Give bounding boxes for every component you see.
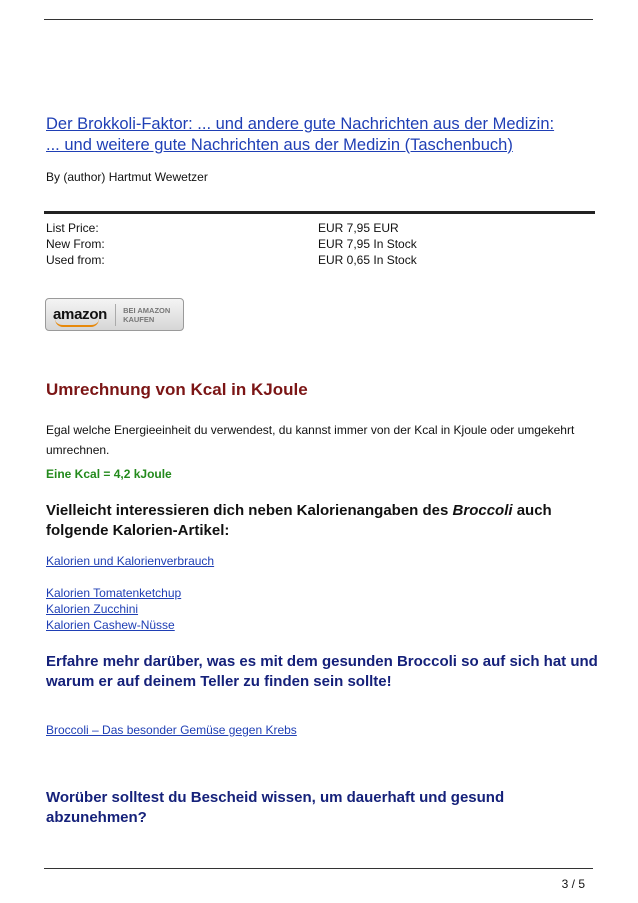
bottom-divider [44, 868, 593, 869]
kcal-paragraph: Egal welche Energieeinheit du verwendest, du kannst immer von der Kcal in Kjoule oder umgekehrt umrechnen. [46, 423, 575, 457]
amazon-logo-text: amazon [53, 306, 108, 323]
kcal-formula: Eine Kcal = 4,2 kJoule [46, 467, 172, 481]
link-kalorien-verbrauch[interactable]: Kalorien und Kalorienverbrauch [46, 554, 215, 568]
book-author: By (author) Hartmut Wewetzer [46, 170, 208, 184]
link-broccoli-krebs[interactable]: Broccoli – Das besonder Gemüse gegen Krebs [46, 723, 297, 737]
button-separator [115, 304, 116, 326]
price-label: Used from: [46, 253, 105, 267]
top-divider [44, 19, 593, 20]
price-label: New From: [46, 237, 105, 251]
related-heading-text: Vielleicht interessieren dich neben Kalorienangaben des [46, 502, 453, 519]
amazon-logo [53, 306, 107, 323]
kcal-heading: Umrechnung von Kcal in KJoule [46, 380, 308, 399]
amazon-button-line-1: BEI AMAZON [123, 305, 171, 315]
price-divider [44, 211, 595, 214]
related-heading-italic: Broccoli [452, 502, 513, 519]
link-kalorien-zucchini[interactable]: Kalorien Zucchini [46, 602, 139, 616]
more-info-heading: Erfahre mehr darüber, was es mit dem gesunden Broccoli so auf sich hat und warum er auf deinem Teller zu finden sein sollte! [46, 653, 598, 690]
price-row-list [46, 220, 417, 236]
book-title-line-1[interactable]: Der Brokkoli-Faktor: ... und andere gute Nachrichten aus der Medizin: [46, 115, 555, 133]
amazon-smile-icon [55, 319, 99, 327]
page-number: 3 / 5 [561, 877, 585, 891]
link-kalorien-tomatenketchup[interactable]: Kalorien Tomatenketchup [46, 586, 182, 600]
amazon-button-line-2: KAUFEN [123, 314, 155, 324]
price-value: EUR 0,65 In Stock [318, 253, 417, 267]
related-heading-text-end: auch folgende Kalorien-Artikel: [46, 502, 552, 539]
price-value: EUR 7,95 In Stock [318, 237, 417, 251]
amazon-button-label [123, 306, 170, 324]
book-title-link[interactable] [46, 114, 596, 156]
link-kalorien-cashew[interactable]: Kalorien Cashew-Nüsse [46, 618, 175, 632]
price-table [46, 220, 417, 268]
book-title-line-2[interactable]: ... und weitere gute Nachrichten aus der Medizin (Taschenbuch) [46, 136, 513, 154]
price-row-used [46, 252, 417, 268]
related-heading [46, 501, 606, 541]
buy-on-amazon-button[interactable] [45, 298, 184, 331]
price-value: EUR 7,95 EUR [318, 221, 399, 235]
weight-loss-heading: Worüber solltest du Bescheid wissen, um dauerhaft und gesund abzunehmen? [46, 789, 505, 826]
price-label: List Price: [46, 221, 99, 235]
price-row-new [46, 236, 417, 252]
